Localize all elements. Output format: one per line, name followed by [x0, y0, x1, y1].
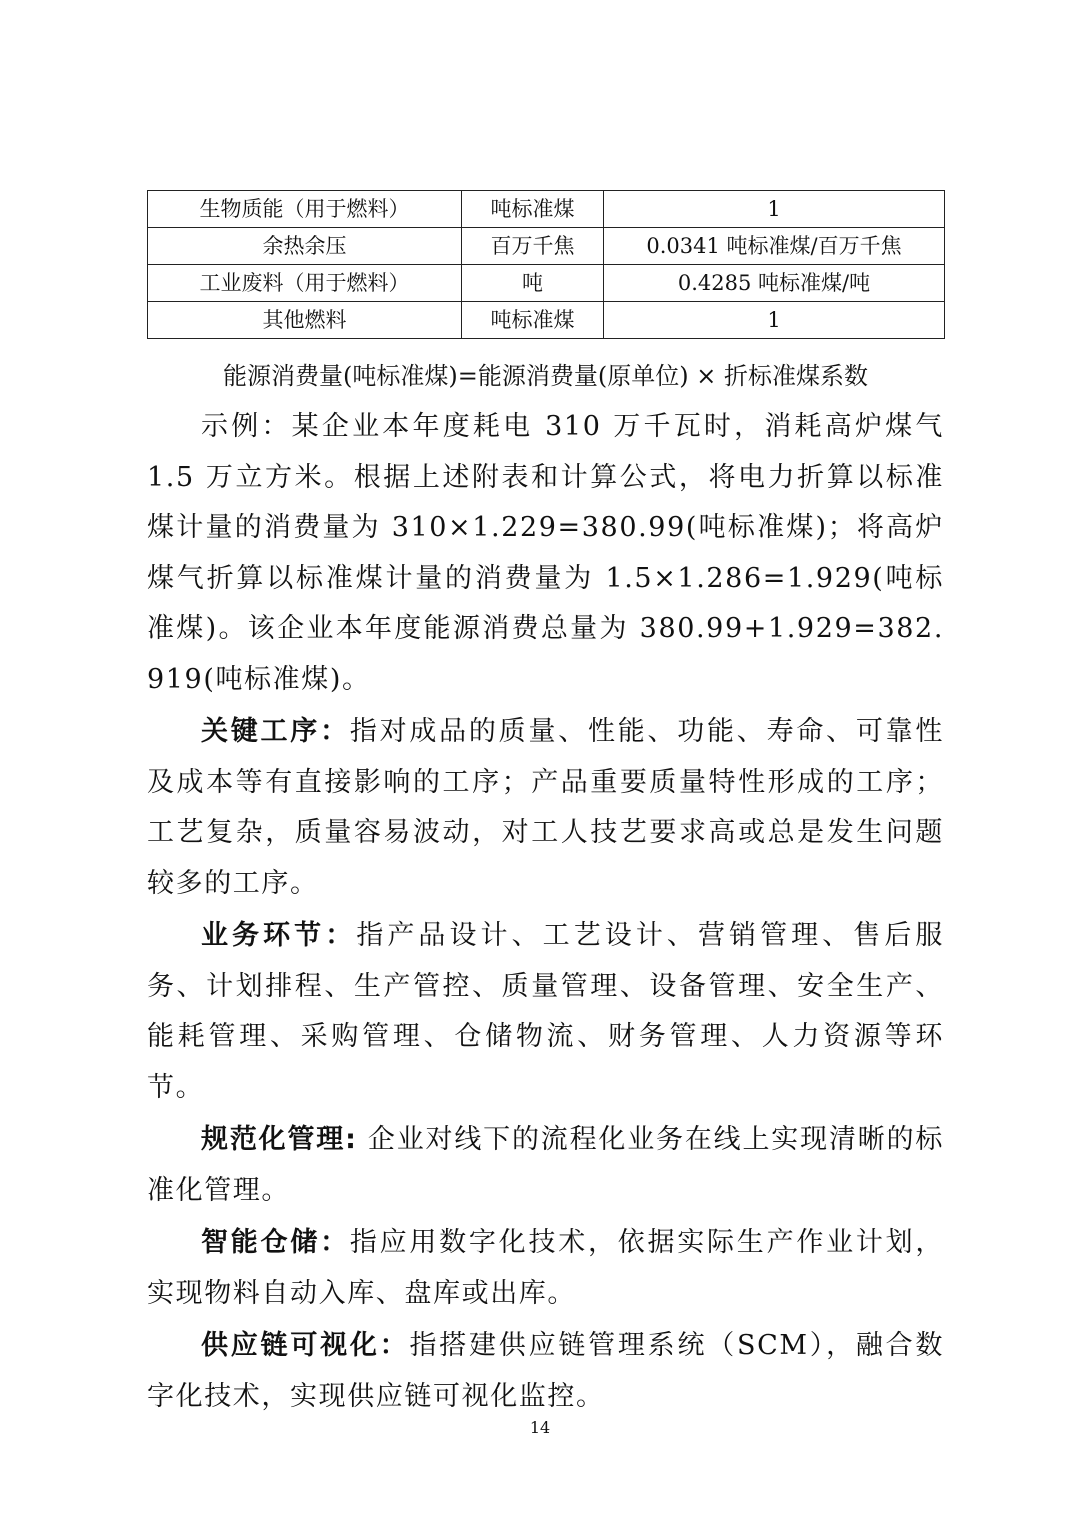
energy-name-cell: 其他燃料 [148, 302, 462, 339]
example-paragraph: 示例：某企业本年度耗电 310 万千瓦时，消耗高炉煤气 1.5 万立方米。根据上述附表和计算公式，将电力折算以标准煤计量的消费量为 310×1.229=380.99(吨标准煤)；将高炉煤气折算以标准煤计量的消费量为 1.5×1.286=1.929(吨标准煤)。该企业本年度能源消费总量为 380.99+1.929=382.919(吨标准煤)。 [147, 411, 944, 695]
definition-paragraph [147, 1218, 944, 1319]
energy-name-cell: 余热余压 [148, 228, 462, 265]
definition-term: 业务环节： [201, 920, 357, 951]
body-text [147, 402, 944, 1424]
table-row [148, 191, 945, 228]
table-row [148, 265, 945, 302]
table-row [148, 302, 945, 339]
coefficient-cell: 0.4285 吨标准煤/吨 [604, 265, 945, 302]
conversion-table [147, 190, 945, 339]
definition-term: 智能仓储： [201, 1227, 350, 1258]
page-number: 14 [529, 1418, 551, 1437]
definition-text: 指搭建供应链管理系统（SCM），融合数字化技术，实现供应链可视化监控。 [147, 1330, 945, 1412]
unit-cell: 吨标准煤 [462, 191, 604, 228]
definition-text: 指对成品的质量、性能、功能、寿命、可靠性及成本等有直接影响的工序；产品重要质量特性形成的工序；工艺复杂，质量容易波动，对工人技艺要求高或总是发生问题较多的工序。 [147, 716, 945, 899]
definition-term: 规范化管理: [201, 1124, 358, 1155]
definition-paragraph [147, 707, 944, 909]
table-row [148, 228, 945, 265]
definition-paragraph [147, 1321, 944, 1422]
formula-line: 能源消费量(吨标准煤)=能源消费量(原单位) × 折标准煤系数 [223, 362, 868, 390]
definition-text: 企业对线下的流程化业务在线上实现清晰的标准化管理。 [147, 1124, 944, 1206]
definition-text: 指应用数字化技术，依据实际生产作业计划，实现物料自动入库、盘库或出库。 [147, 1227, 945, 1309]
definition-term: 供应链可视化： [201, 1330, 410, 1361]
energy-name-cell: 生物质能（用于燃料） [148, 191, 462, 228]
unit-cell: 吨标准煤 [462, 302, 604, 339]
definition-paragraph [147, 911, 944, 1113]
unit-cell: 吨 [462, 265, 604, 302]
energy-name-cell: 工业废料（用于燃料） [148, 265, 462, 302]
unit-cell: 百万千焦 [462, 228, 604, 265]
definition-paragraph [147, 1115, 944, 1216]
coefficient-cell: 0.0341 吨标准煤/百万千焦 [604, 228, 945, 265]
definition-text: 指产品设计、工艺设计、营销管理、售后服务、计划排程、生产管控、质量管理、设备管理、安全生产、能耗管理、采购管理、仓储物流、财务管理、人力资源等环节。 [147, 920, 945, 1103]
definition-term: 关键工序： [201, 716, 350, 747]
coefficient-cell: 1 [604, 191, 945, 228]
coefficient-cell: 1 [604, 302, 945, 339]
